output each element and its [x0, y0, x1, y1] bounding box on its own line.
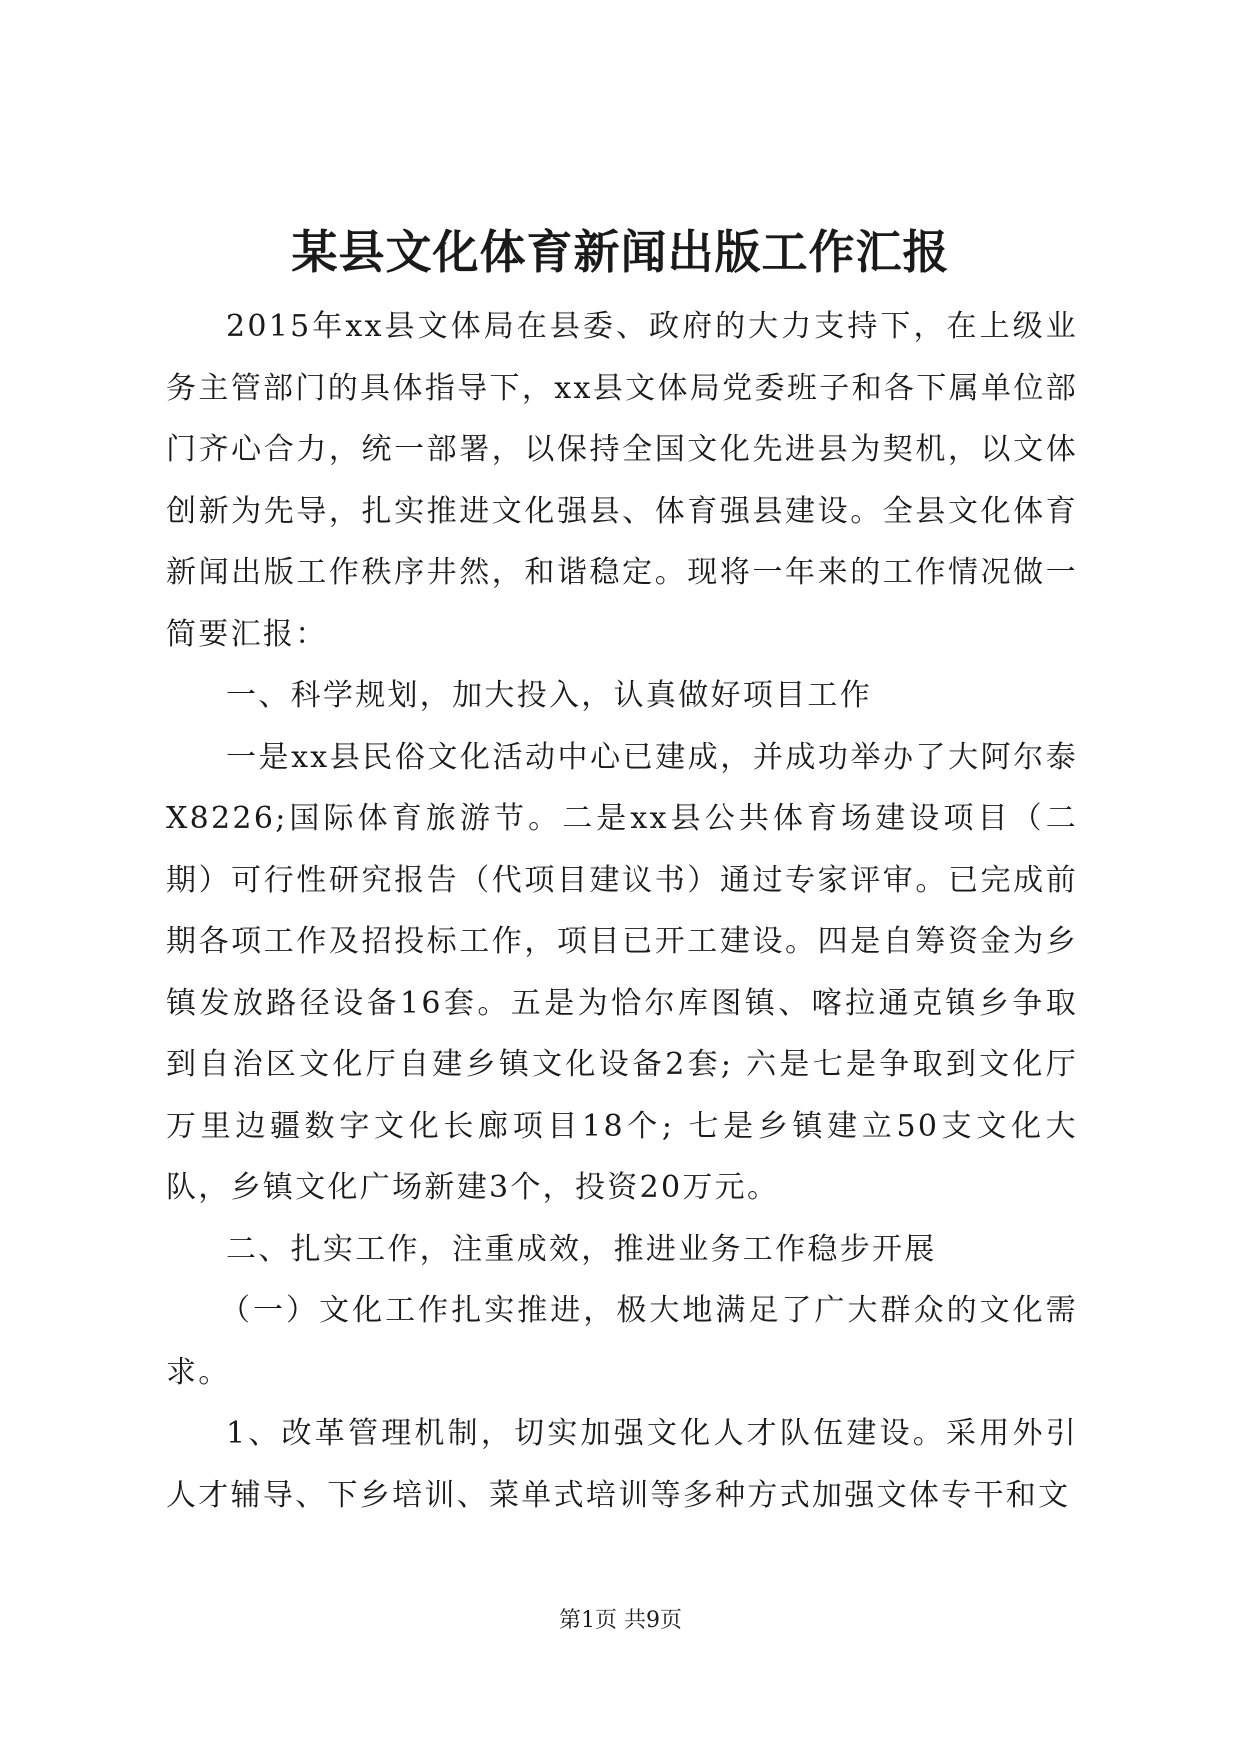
section-heading-2: 二、扎实工作，注重成效，推进业务工作稳步开展 [226, 1231, 937, 1267]
subsection-heading-1: （一）文化工作扎实推进，极大地满足了广大群众的文化需求。 [166, 1293, 1078, 1390]
page-number: 第1页 共9页 [559, 1608, 682, 1633]
item-1-paragraph: 1、改革管理机制，切实加强文化人才队伍建设。采用外引人才辅导、下乡培训、菜单式培训等多种方式加强文体专干和文 [166, 1416, 1078, 1513]
document-title: 某县文化体育新闻出版工作汇报 [291, 225, 950, 279]
section-1-paragraph: 一是xx县民俗文化活动中心已建成，并成功举办了大阿尔泰X8226;国际体育旅游节。二是xx县公共体育场建设项目（二期）可行性研究报告（代项目建议书）通过专家评审。已完成前期各项工作及招投标工作，项目已开工建设。四是自筹资金为乡镇发放路径设备16套。五是为恰尔库图镇、喀拉通克镇乡争取到自治区文化厅自建乡镇文化设备2套; 六是七是争取到文化厅万里边疆数字文化长廊项目18个; 七是乡镇建立50支文化大队，乡镇文化广场新建3个，投资20万元。 [166, 739, 1078, 1205]
section-heading-1: 一、科学规划，加大投入，认真做好项目工作 [226, 678, 872, 713]
intro-paragraph: 2015年xx县文体局在县委、政府的大力支持下，在上级业务主管部门的具体指导下，xx县文体局党委班子和各下属单位部门齐心合力，统一部署，以保持全国文化先进县为契机，以文体创新为先导，扎实推进文化强县、体育强县建设。全县文化体育新闻出版工作秩序井然，和谐稳定。现将一年来的工作情况做一简要汇报： [166, 309, 1078, 652]
document-body [166, 296, 1078, 1526]
